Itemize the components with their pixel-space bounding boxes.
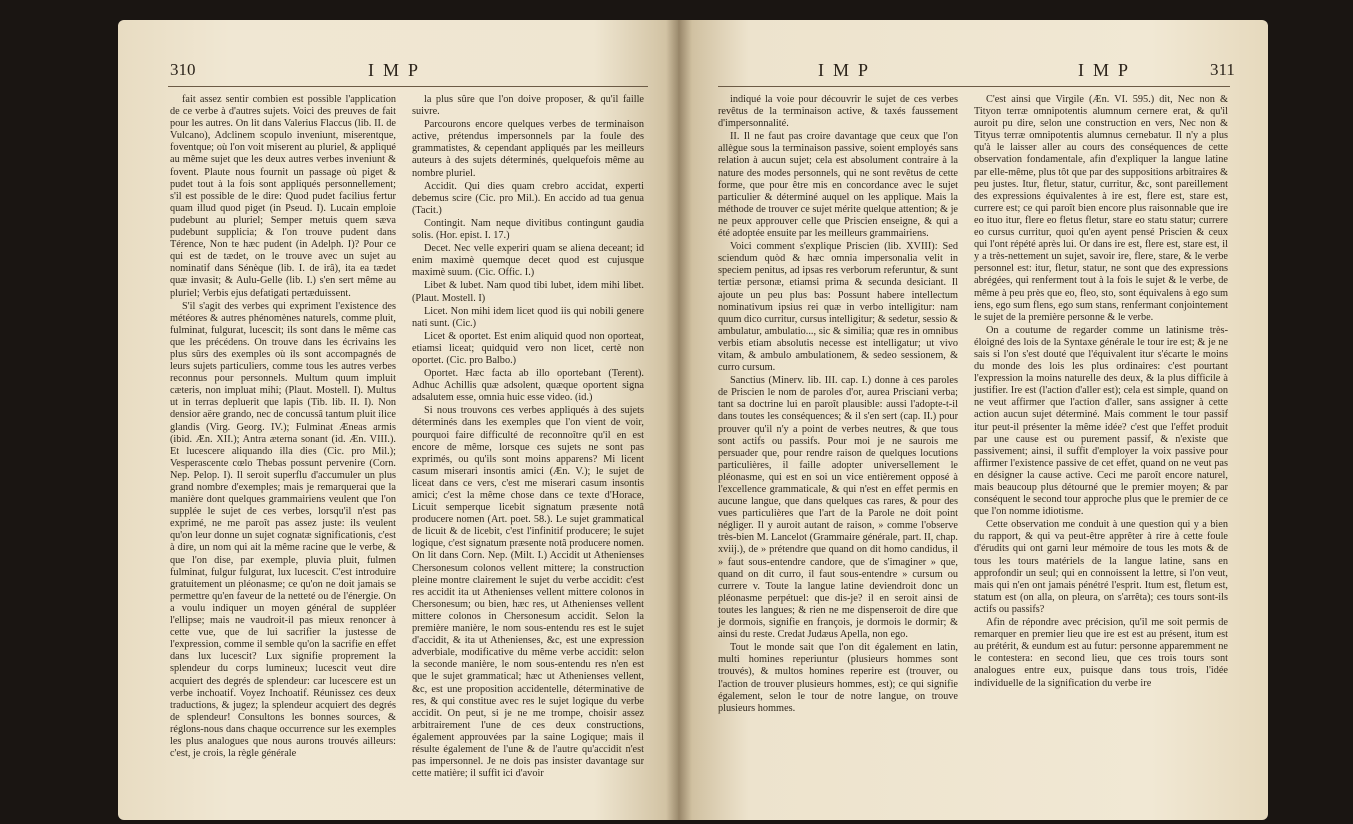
left-column-2	[412, 94, 644, 780]
paragraph: On a coutume de regarder comme un latinisme très-éloigné des lois de la Syntaxe générale le tour ire est; & je ne sais si l'on s'est douté que l'équivalent itur s'écarte le moins du monde des lois les plus ordinaires: c'est pourtant l'expression la moins naturelle des deux, & la plus difficile à justifier. Ire est (l'action d'aller est); cela est simple, quand on ne veut affirmer que l'action d'aller, sans assigner à cette action aucun sujet déterminé. Mais comment le tour passif itur peut-il présenter la même idée? c'est que l'effet produit par une cause est ou purement passif, & n'existe que passivement; ainsi, il suffit d'employer la voix passive pour affirmer l'existence passive de cet effet, quand on ne veut pas en désigner la cause active. Ceci me paroît encore naturel, mais beaucoup plus détourné que le premier moyen; & par conséquent le second tour approche plus que le premier de ce que l'on nomme idiotisme.	[974, 324, 1228, 518]
paragraph: fait assez sentir combien est possible l'application de ce verbe à d'autres sujets. Voici des preuves de fait pour les autres. On lit dans Valerius Flaccus (lib. II. de Vulcano), Adclinem scopulo inveniunt, miserentque, foventque; où l'on voit miserent au pluriel, & appliqué au même sujet que les deux autres verbes inveniunt & fovent. Plaute nous fournit un passage où piget & pudet tout à la fois sont appliqués personnellement; s'il est possible de le dire: Quod pudet facilius fertur quam illud quod piget (in Pseud. I). Lucain emploie pudebunt au pluriel; Semper metuis quem sæva pudebunt supplicia; & l'on trouve pudent dans Térence, Non te hæc pudent (in Adelph. I)? Pour ce qui est de tædet, on le trouve avec un sujet au nominatif dans Sénèque (lib. I. de irâ), ita ea tædet quæ invasit; & Aulu-Gelle (lib. I.) s'en sert même au pluriel; Verbis ejus defatigati pertæduissent.	[170, 94, 396, 299]
book-gutter	[666, 20, 692, 820]
paragraph: Afin de répondre avec précision, qu'il me soit permis de remarquer en premier lieu que ire est est au présent, itum est au prétérit, & eundum est au futur: personne apparemment ne le contestera: en second lieu, que ces trois tours sont analogues entre eux, puisque dans tous trois, l'idée individuelle de la signification du verbe ire	[974, 617, 1228, 689]
right-page	[678, 20, 1268, 820]
paragraph: Parcourons encore quelques verbes de terminaison active, prétendus impersonnels par la foule des grammatistes, & cependant appliqués par les meilleurs auteurs à des sujets déterminés, quelquefois même au nombre pluriel.	[412, 119, 644, 179]
right-column-1	[718, 94, 958, 715]
left-page	[118, 20, 678, 820]
paragraph: Libet & lubet. Nam quod tibi lubet, idem mihi libet. (Plaut. Mostell. I)	[412, 280, 644, 304]
paragraph: Licet. Non mihi idem licet quod iis qui nobili genere nati sunt. (Cic.)	[412, 305, 644, 329]
paragraph: Decet. Nec velle experiri quam se aliena deceant; id enim maximè quemque decet quod est cujusque maximè suum. (Cic. Offic. I.)	[412, 243, 644, 279]
paragraph: Sanctius (Minerv. lib. III. cap. I.) donne à ces paroles de Priscien le nom de paroles d'or, aurea Prisciani verba; tant sa doctrine lui en paroît plausible: aussi l'adopte-t-il dans toutes les conséquences; & il s'en sert (cap. II.) pour prouver qu'il n'y a point de verbes neutres, & que tous sont actifs ou passifs. Pour moi je ne saurois me persuader que, pour rendre raison de quelques locutions particulières, il faille adopter universellement le pléonasme, qui est en soi un vice entièrement opposé à l'excellence grammaticale, & qui n'est en effet permis en aucune langue, que dans quelques cas rares, & pour des vues particulières que l'art de la Parole ne doit point négliger. Il y auroit autant de raison, » comme l'observe très-bien M. Lancelot (Grammaire générale, part. II, chap. xviij.), de » prétendre que quand on dit homo candidus, il » faut sous-entendre candore, que de s'imaginer » que, quand on dit curro, il faut sous-entendre » cursum ou currere v. Toute la langue latine deviendroit donc un pléonasme perpétuel: que dis-je? il en seroit ainsi de toutes les langues; & rien ne me dispenseroit de dire que je dormois, signifie en françois, je dormois le dormir; & ainsi du reste. Credat Judæus Apella, non ego.	[718, 375, 958, 641]
paragraph: Cette observation me conduit à une question qui y a bien du rapport, & qui va peut-être apprêter à rire à cette foule d'érudits qui ont garni leur mémoire de tous les mots & de tous les tours matériels de la langue latine, sans en approfondir un seul; qui en connoissent la lettre, si l'on veut, mais qui n'en ont jamais pénétré l'esprit. Itum est, fletum est, statum est (on alla, on pleura, on s'arrêta); ces tours sont-ils actifs ou passifs?	[974, 519, 1228, 615]
right-page-header-left: IMP	[818, 60, 878, 80]
right-page-header-right: IMP	[1078, 60, 1138, 80]
right-column-2	[974, 94, 1228, 690]
left-header-rule	[168, 86, 648, 87]
left-column-1	[170, 94, 396, 760]
left-page-header: IMP	[368, 60, 428, 80]
paragraph: Voici comment s'explique Priscien (lib. XVIII): Sed sciendum quòd & hæc omnia impersonalia velit in speciem penitus, ad ipsas res verborum referuntur, & sunt tertiæ personæ, etiamsi prima & secunda desiciant. Il ajoute un peu plus bas: Possunt habere intellectum nominativum ipsius rei quæ in verbo intelligitur: nam quum dico curritur, cursus intelligitur; & sedetur, sessio & ambulatur, ambulatio..., sic & similia; quæ res in omnibus verbis etiam absolutis necesse est intelligatur; ut vivo vitam, & ambulo ambulationem, & sedeo sessionem, & curro cursum.	[718, 241, 958, 374]
paragraph: C'est ainsi que Virgile (Æn. VI. 595.) dit, Nec non & Tityon terræ omnipotentis alumnum cernere erat, & qu'il auroit pu dire, selon une construction en vers, Nec non & Tityus terræ omnipotentis alumnus cernebatur. Il n'y a plus qu'à le laisser aller au cours des conséquences de cette observation fondamentale, afin d'expliquer la langue latine par elle-même, plus tôt que par des suppositions arbitraires & peu justes. Itur, fletur, statur, curritur, &c, sont pareillement des expressions équivalentes à ire est, flere est, stare est, currere est; ce qui paroît bien encore plus raisonnable que ire eo ituo itur, flere eo fletus fletur, stare eo statu statur; currere eo cursus curritur, quoi qu'en ayent pensé Priscien & ceux qui l'ont répété après lui. Or dans ire est, flere est, stare est, il y a très-nettement un sujet, savoir ire, flere, stare, & le verbe personnel est: itur, fletur, statur, ne sont que des expressions abrégées, qui renferment tout à la fois le sujet & le verbe, de même à peu près que eo, fleo, sto, sont équivalens à ego sum iens, ego sum flens, ego sum stans, renfermant conjointement le sujet de la première personne & le verbe.	[974, 94, 1228, 323]
paragraph: Accidit. Qui dies quam crebro accidat, experti debemus scire (Cic. pro Mil.). En accido ad tua genua (Tacit.)	[412, 180, 644, 216]
paragraph: II. Il ne faut pas croire davantage que ceux que l'on allègue sous la terminaison passive, soient employés sans relation à aucun sujet; cela est absolument contraire à la nature des modes personnels, qui ne sont revêtus de cette forme, que pour être mis en concordance avec le sujet particulier & déterminé auquel on les applique. Mais la méthode de trouver ce sujet mérite quelque attention; & je ne peux approuver celle que Priscien enseigne, & qui a été adoptée ensuite par les meilleurs grammairiens.	[718, 131, 958, 240]
left-page-number: 310	[170, 60, 196, 79]
open-book	[118, 20, 1268, 820]
paragraph: Si nous trouvons ces verbes appliqués à des sujets déterminés dans les exemples que l'on vient de voir, pourquoi faire difficulté de reconnoître qu'il en est encore de même, lorsque ces sujets ne sont pas exprimés, ou qu'ils sont moins apparens? Mi licent casum miserari insontis amici (Æn. V.); le sujet de liceat dans ce vers, c'est me miserari casum insontis amici; c'est la même chose dans ce texte d'Horace, Licuit semperque licebit signatum præsente notâ producere nomen (Art. poet. 58.). Le sujet grammatical de licuit & de licebit, c'est l'infinitif producere; le sujet logique, c'est signatum præsente notâ producere nomen. On lit dans Corn. Nep. (Milt. I.) Accidit ut Athenienses Chersonesum colonos vellent mittere; la construction pleine montre clairement le sujet du verbe accidit: c'est res accidit ita ut Athenienses vellent mittere colonos in Chersonesum; ou bien, hæc res, ut Athenienses vellent mittere colonos in Chersonesum accidit. Selon la première manière, le nom sous-entendu res est le sujet d'accidit, & ita ut Athenienses, &c, est une expression adverbiale, modificative du même verbe accidit: selon la seconde manière, le nom sous-entendu res n'en est que le sujet grammatical; hæc ut Athenienses vellent, &c, est une proposition accidentelle, déterminative de res, & qui constitue avec res le sujet logique du verbe accidit. On peut, si je ne me trompe, choisir assez arbitrairement l'une de ces deux constructions, également approuvées par la saine Logique; mais il résulte également de l'une & de l'autre qu'accidit n'est pas impersonnel. Je ne dois pas insister davantage sur cette matière; il suffit ici d'avoir	[412, 405, 644, 780]
paragraph: Licet & oportet. Est enim aliquid quod non oporteat, etiamsi liceat; quidquid vero non licet, certè non oportet. (Cic. pro Balbo.)	[412, 330, 644, 366]
paragraph: la plus sûre que l'on doive proposer, & qu'il faille suivre.	[412, 94, 644, 118]
right-page-number: 311	[1210, 60, 1235, 79]
paragraph: Contingit. Nam neque divitibus contingunt gaudia solis. (Hor. epist. I. 17.)	[412, 217, 644, 242]
paragraph: Oportet. Hæc facta ab illo oportebant (Terent). Adhuc Achillis quæ adsolent, quæque oportent signa adsalutem esse, omnia huic esse video. (id.)	[412, 368, 644, 404]
paragraph: indiqué la voie pour découvrir le sujet de ces verbes revêtus de la terminaison active, & taxés faussement d'impersonnalité.	[718, 94, 958, 130]
paragraph: S'il s'agit des verbes qui expriment l'existence des météores & autres phénomènes naturels, comme pluit, fulminat, fulgurat, lucescit; ils sont dans le même cas que les précédens. On trouve dans les écrivains les plus sûrs des exemples où ils sont accompagnés de leurs sujets particuliers, comme tous les autres verbes reconnus pour personnels. Multum quum impluit cæteris, non impluat mihi; (Plaut. Mostell. I). Multus ut in terras depluerit que lapis (Tib. lib. II. I). Non densior aëre grando, nec de concussâ tantum pluit ilice glandis (Virg. Georg. IV.); Fulminat Æneas armis (ibid. Æn. XII.); Antra æterna sonant (id. Æn. VIII.). Et lucescere aliquando illa dies (Cic. pro Mil.); Vesperascente cœlo Thebas possunt pervenire (Corn. Nep. Pelop. I). Il seroit superflu d'accumuler un plus grand nombre d'exemples; mais je remarquerai que la manière dont quelques grammairiens veulent que l'on supplée le sujet de ces verbes, lorsqu'il n'est pas exprimé, ne me paroît pas assez juste: ils veulent qu'on leur donne un sujet cognatæ significationis, c'est à dire, un nom qui ait la même racine que le verbe, & que l'on dise, par exemple, pluvia pluit, fulmen fulminat, fulgur fulgurat, lux lucescit. C'est introduire gratuitement un pléonasme; ce qu'on ne doit jamais se permettre qu'en faveur de la netteté ou de l'énergie. On a voulu indiquer un moyen général de suppléer l'ellipse; mais ne vaudroit-il pas mieux renoncer à cette vue, que de lui sacrifier la justesse de l'expression, comme il semble qu'on la sacrifie en effet dans lux lucescit? Lux signifie proprement la splendeur du corps lumineux; lucescit veut dire acquiert des degrés de splendeur: car lucescere est un verbe inchoatif. Voyez Inchoatif. Réunissez ces deux traductions, & jugez; la splendeur acquiert des degrés de splendeur! Consultons les bonnes sources, & réglons-nous dans chaque occurrence sur les exemples les plus analogues que nous aurons trouvés ailleurs: c'est, je crois, la règle générale	[170, 300, 396, 760]
right-header-rule	[718, 86, 1230, 87]
paragraph: Tout le monde sait que l'on dit également en latin, multi homines reperiuntur (plusieurs hommes sont trouvés), & multos homines reperire est (trouver, ou l'action de trouver plusieurs hommes, est); ce qui signifie également, selon le tour de notre langue, on trouve plusieurs hommes.	[718, 642, 958, 714]
